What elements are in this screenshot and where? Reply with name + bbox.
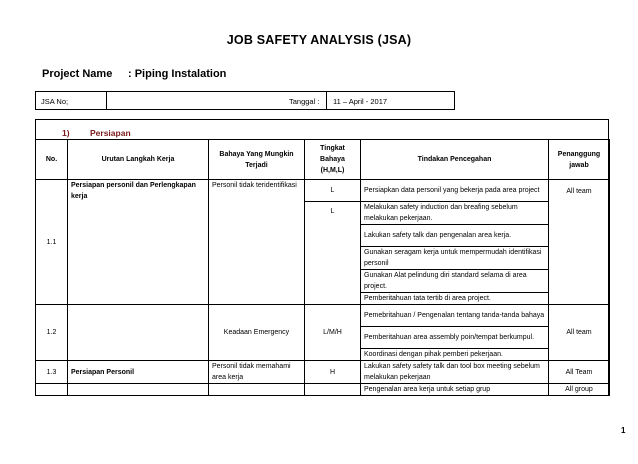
- cell-no: 1.1: [36, 180, 68, 305]
- cell-tindakan: Pengenalan area kerja untuk setiap grup: [361, 384, 549, 396]
- cell-tindakan: Pemberitahuan tata tertib di area project.: [361, 293, 549, 305]
- section-number: 1): [62, 128, 70, 138]
- jsa-no-label: JSA No;: [41, 97, 69, 106]
- header-tingkat: Tingkat Bahaya (H,M,L): [305, 140, 361, 180]
- cell-tingkat: L: [305, 180, 361, 202]
- project-name: [42, 68, 226, 80]
- cell-tindakan: Koordinasi dengan pihak pemberi pekerjaan.: [361, 349, 549, 361]
- cell-tingkat: L: [305, 202, 361, 305]
- cell-no: 1.3: [36, 361, 68, 384]
- cell-tingkat: [305, 384, 361, 396]
- jsa-table: [35, 139, 610, 396]
- cell-bahaya: Keadaan Emergency: [209, 305, 305, 361]
- cell-bahaya: Personil tidak memahami area kerja: [209, 361, 305, 384]
- table-row: [36, 180, 610, 202]
- header-penanggung: Penanggung jawab: [549, 140, 610, 180]
- jsa-info-box: [35, 91, 455, 110]
- cell-urutan: [68, 384, 209, 396]
- cell-penanggung: All Team: [549, 361, 610, 384]
- cell-tindakan: Melakukan safety induction dan breafing sebelum melakukan pekerjaan.: [361, 202, 549, 225]
- cell-penanggung: All group: [549, 384, 610, 396]
- cell-urutan: Persiapan Personil: [68, 361, 209, 384]
- tanggal-value: 11 – April - 2017: [333, 97, 388, 106]
- cell-tingkat: H: [305, 361, 361, 384]
- cell-urutan: Persiapan personil dan Perlengkapan kerja: [68, 180, 209, 305]
- section-title: Persiapan: [90, 128, 131, 138]
- cell-penanggung: All team: [549, 180, 610, 305]
- table-row: [36, 384, 610, 396]
- cell-bahaya: Personil tidak teridentifikasi: [209, 180, 305, 305]
- divider: [326, 92, 327, 109]
- cell-tingkat: L/M/H: [305, 305, 361, 361]
- cell-tindakan: Lakukan safety talk dan pengenalan area kerja.: [361, 225, 549, 247]
- cell-no: 1.2: [36, 305, 68, 361]
- header-no: No.: [36, 140, 68, 180]
- cell-bahaya: [209, 384, 305, 396]
- divider: [106, 92, 107, 109]
- header-bahaya: Bahaya Yang Mungkin Terjadi: [209, 140, 305, 180]
- table-row: [36, 361, 610, 384]
- cell-tindakan: Pemberitahuan area assembly poin/tempat berkumpul.: [361, 327, 549, 349]
- page-number: 1: [621, 426, 626, 435]
- cell-urutan: [68, 305, 209, 361]
- header-tindakan: Tindakan Pencegahan: [361, 140, 549, 180]
- project-name-label: Project Name: [42, 68, 113, 80]
- table-header-row: [36, 140, 610, 180]
- cell-tindakan: Lakukan safety safety talk dan tool box meeting sebelum melakukan pekerjaan: [361, 361, 549, 384]
- cell-tindakan: Persiapkan data personil yang bekerja pada area project: [361, 180, 549, 202]
- table-row: [36, 305, 610, 327]
- cell-penanggung: All team: [549, 305, 610, 361]
- document-title: JOB SAFETY ANALYSIS (JSA): [226, 33, 412, 47]
- cell-no: [36, 384, 68, 396]
- cell-tindakan: Gunakan Alat pelindung diri standard selama di area project.: [361, 270, 549, 293]
- section-heading: [62, 128, 131, 138]
- cell-tindakan: Pemebritahuan / Pengenalan tentang tanda-tanda bahaya: [361, 305, 549, 327]
- header-urutan: Urutan Langkah Kerja: [68, 140, 209, 180]
- tanggal-label: Tanggal :: [289, 97, 320, 106]
- cell-tindakan: Gunakan seragam kerja untuk mempermudah identifikasi personil: [361, 247, 549, 270]
- project-name-value: : Piping Instalation: [128, 68, 227, 80]
